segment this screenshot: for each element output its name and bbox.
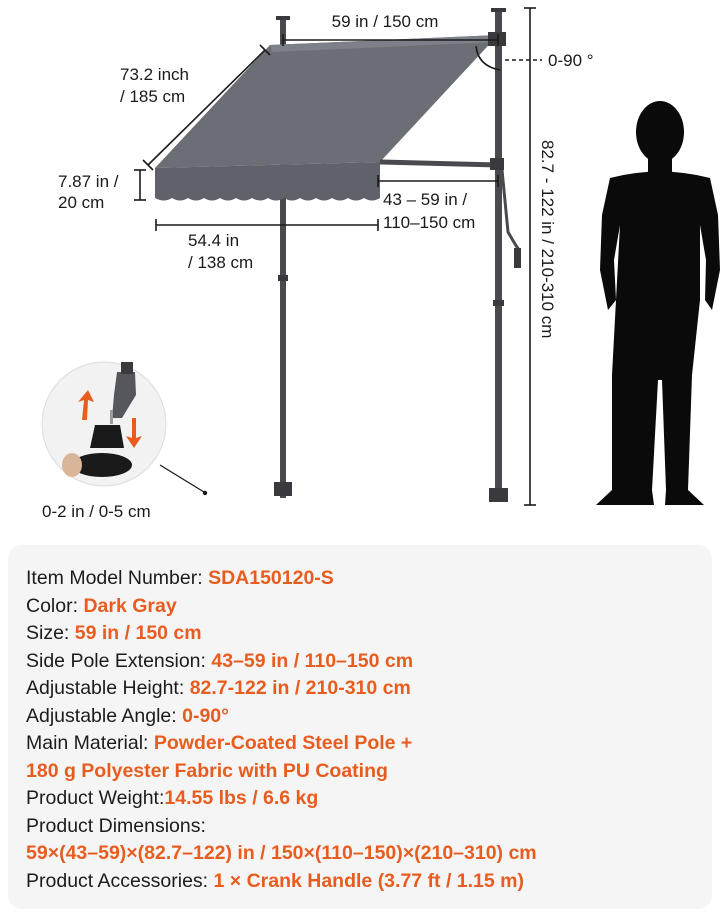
spec-item-size — [26, 620, 537, 648]
spec-item-accessories — [26, 868, 537, 896]
spec-list — [26, 565, 537, 895]
spec-item-dimensions-cont — [26, 840, 537, 868]
spec-label: Main Material: — [26, 732, 154, 754]
spec-label: Item Model Number: — [26, 567, 209, 589]
dim-front-width-label-2: / 138 cm — [188, 253, 254, 272]
dim-foot-adjust-label: 0-2 in / 0-5 cm — [42, 502, 151, 521]
left-pole-foot — [274, 482, 292, 496]
spec-item-side-pole — [26, 648, 537, 676]
spec-value: 14.55 lbs / 6.6 kg — [164, 787, 319, 809]
spec-label: Product Dimensions: — [26, 814, 206, 837]
spec-value: Powder-Coated Steel Pole + — [153, 732, 413, 754]
spec-label: Adjustable Height: — [26, 677, 190, 699]
spec-item-model — [26, 565, 537, 593]
spec-value: 59 in / 150 cm — [74, 622, 202, 644]
dim-projection-label-1: 73.2 inch — [120, 65, 189, 84]
awning-valance — [155, 162, 380, 201]
crank-handle — [502, 170, 519, 250]
spec-value: Dark Gray — [83, 594, 177, 617]
dim-height-label: 82.7 - 122 in / 210-310 cm — [538, 140, 557, 339]
dim-valance-label-1: 7.87 in / — [58, 172, 119, 191]
spec-label: Size: — [26, 622, 75, 644]
spec-label: Side Pole Extension: — [26, 649, 212, 672]
dim-angle-label: 0-90 ° — [548, 51, 594, 70]
spec-card — [8, 545, 712, 909]
dim-width-label: 59 in / 150 cm — [331, 12, 439, 31]
right-pole — [495, 10, 502, 502]
dim-side-pole-label-2: 110–150 cm — [383, 213, 476, 232]
spec-item-angle — [26, 703, 537, 731]
spec-value: 82.7-122 in / 210-310 cm — [189, 677, 411, 699]
spec-value: SDA150120-S — [208, 567, 334, 589]
dim-side-pole-label-1: 43 – 59 in / — [383, 190, 468, 209]
spec-label: Product Weight: — [26, 787, 165, 809]
spec-value: 180 g Polyester Fabric with PU Coating — [26, 759, 388, 782]
spec-label: Adjustable Angle: — [26, 704, 183, 727]
spec-label: Color: — [26, 594, 84, 617]
spec-value: 59×(43–59)×(82.7–122) in / 150×(110–150)×(210–310) cm — [26, 842, 537, 864]
spec-item-color — [26, 593, 537, 621]
spec-item-dimensions — [26, 813, 537, 841]
spec-label: Product Accessories: — [26, 869, 214, 892]
dim-projection-label-2: / 185 cm — [120, 87, 186, 106]
spec-value: 43–59 in / 110–150 cm — [211, 649, 414, 672]
dim-valance-label-2: 20 cm — [58, 193, 105, 212]
side-arm — [380, 162, 498, 165]
spec-value: 0-90° — [182, 704, 229, 727]
spec-item-weight — [26, 785, 537, 813]
right-pole-foot — [489, 488, 508, 502]
foot-adjust-inset — [42, 362, 207, 495]
person-silhouette — [596, 101, 720, 505]
spec-item-material — [26, 730, 537, 758]
spec-item-material-cont — [26, 758, 537, 786]
dim-front-width-label-1: 54.4 in — [188, 231, 240, 250]
spec-value: 1 × Crank Handle (3.77 ft / 1.15 m) — [213, 869, 524, 892]
awning-canopy — [155, 35, 498, 168]
spec-item-height — [26, 675, 537, 703]
